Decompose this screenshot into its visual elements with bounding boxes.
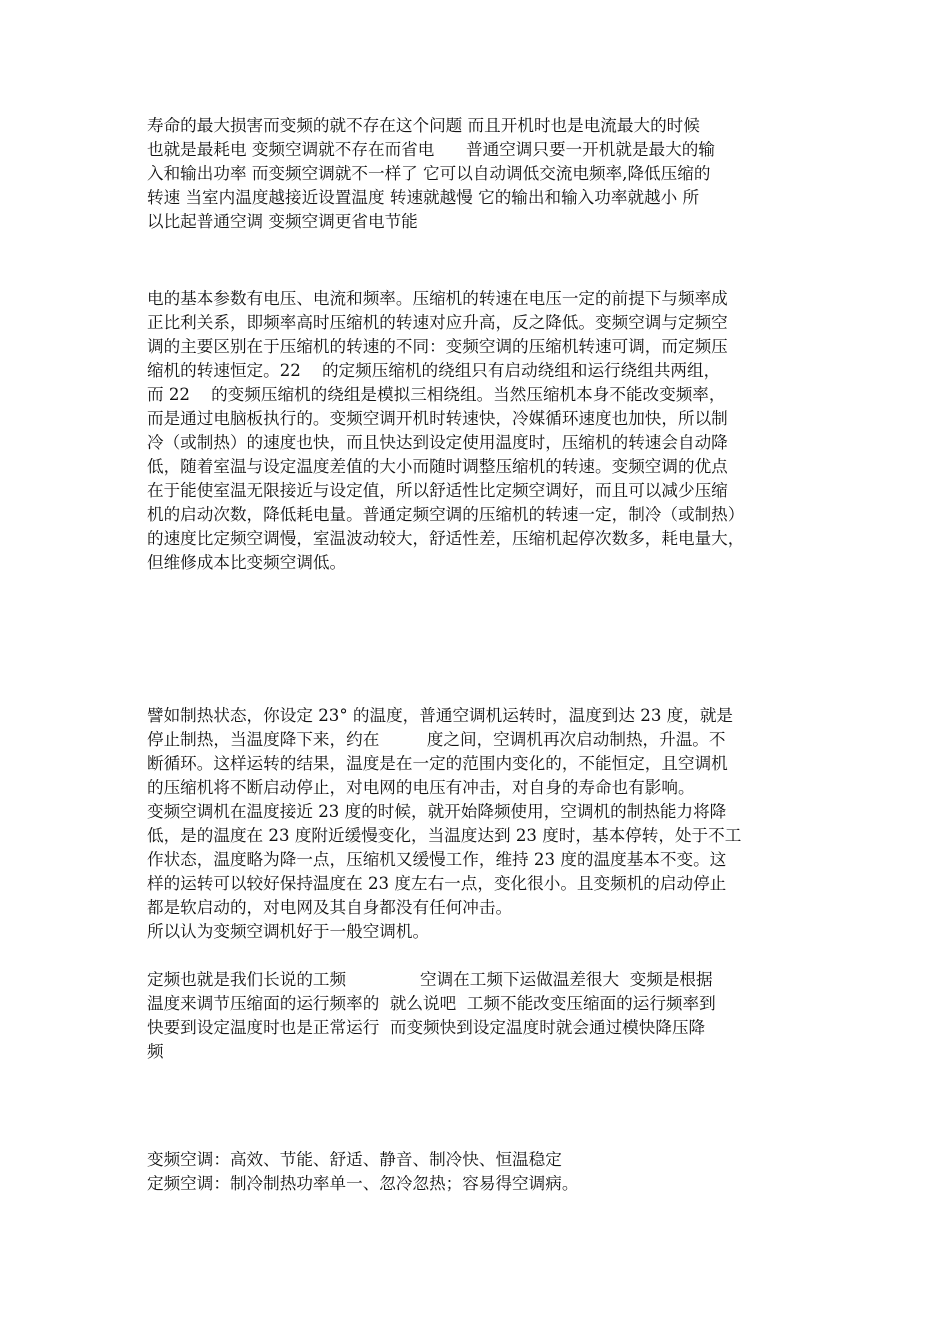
text-line: 温度来调节压缩面的运行频率的 就么说吧 工频不能改变压缩面的运行频率到 xyxy=(147,994,716,1013)
text-line: 转速 当室内温度越接近设置温度 转速就越慢 它的输出和输入功率就越小 所 xyxy=(147,188,700,207)
text-line: 停止制热，当温度降下来，约在 度之间，空调机再次启动制热，升温。不 xyxy=(147,730,726,749)
text-line: 定频空调：制冷制热功率单一、忽冷忽热；容易得空调病。 xyxy=(147,1174,579,1193)
text-line: 的速度比定频空调慢，室温波动较大，舒适性差，压缩机起停次数多，耗电量大， xyxy=(147,529,745,548)
text-line: 作状态，温度略为降一点，压缩机又缓慢工作，维持 23 度的温度基本不变。这 xyxy=(147,850,727,869)
text-line: 入和输出功率 而变频空调就不一样了 它可以自动调低交流电频率,降低压缩的 xyxy=(147,164,711,183)
text-line: 断循环。这样运转的结果，温度是在一定的范围内变化的，不能恒定，且空调机 xyxy=(147,754,728,773)
text-line: 变频空调：高效、节能、舒适、静音、制冷快、恒温稳定 xyxy=(147,1150,562,1169)
text-line: 电的基本参数有电压、电流和频率。压缩机的转速在电压一定的前提下与频率成 xyxy=(147,289,728,308)
text-line: 而是通过电脑板执行的。变频空调开机时转速快，冷媒循环速度也加快，所以制 xyxy=(147,409,728,428)
text-line: 频 xyxy=(147,1042,164,1061)
text-line: 定频也就是我们长说的工频 空调在工频下运做温差很大 变频是根据 xyxy=(147,970,713,989)
text-line: 的压缩机将不断启动停止，对电网的电压有冲击，对自身的寿命也有影响。 xyxy=(147,778,695,797)
text-line: 譬如制热状态，你设定 23° 的温度，普通空调机运转时，温度到达 23 度，就是 xyxy=(147,706,734,725)
text-line: 调的主要区别在于压缩机的转速的不同：变频空调的压缩机转速可调，而定频压 xyxy=(147,337,728,356)
text-line: 所以认为变频空调机好于一般空调机。 xyxy=(147,922,430,941)
text-line: 而 22 的变频压缩机的绕组是模拟三相绕组。当然压缩机本身不能改变频率， xyxy=(147,385,726,404)
text-line: 快要到设定温度时也是正常运行 而变频快到设定温度时就会通过模快降压降 xyxy=(147,1018,706,1037)
text-line: 也就是最耗电 变频空调就不存在而省电 普通空调只要一开机就是最大的输 xyxy=(147,140,715,159)
text-line: 机的启动次数，降低耗电量。普通定频空调的压缩机的转速一定，制冷（或制热） xyxy=(147,505,745,524)
text-line: 低，随着室温与设定温度差值的大小而随时调整压缩机的转速。变频空调的优点 xyxy=(147,457,728,476)
text-line: 正比利关系，即频率高时压缩机的转速对应升高，反之降低。变频空调与定频空 xyxy=(147,313,728,332)
paragraph-heating-example xyxy=(147,704,812,1064)
text-line: 寿命的最大损害而变频的就不存在这个问题 而且开机时也是电流最大的时候 xyxy=(147,116,700,135)
text-line: 在于能使室温无限接近与设定值，所以舒适性比定频空调好，而且可以减少压缩 xyxy=(147,481,728,500)
text-line: 冷（或制热）的速度也快，而且快达到设定使用温度时，压缩机的转速会自动降 xyxy=(147,433,728,452)
paragraph-inverter-energy-saving xyxy=(147,114,812,234)
text-line: 低，是的温度在 23 度附近缓慢变化，当温度达到 23 度时，基本停转，处于不工 xyxy=(147,826,742,845)
paragraph-summary xyxy=(147,1148,812,1196)
paragraph-compressor-principle xyxy=(147,287,812,575)
text-line: 样的运转可以较好保持温度在 23 度左右一点，变化很小。且变频机的启动停止 xyxy=(147,874,727,893)
text-line: 但维修成本比变频空调低。 xyxy=(147,553,347,572)
text-line: 变频空调机在温度接近 23 度的时候，就开始降频使用，空调机的制热能力将降 xyxy=(147,802,727,821)
text-line: 以比起普通空调 变频空调更省电节能 xyxy=(147,212,418,231)
blank-line xyxy=(147,944,812,968)
text-line: 缩机的转速恒定。22 的定频压缩机的绕组只有启动绕组和运行绕组共两组， xyxy=(147,361,721,380)
text-line: 都是软启动的，对电网及其自身都没有任何冲击。 xyxy=(147,898,513,917)
